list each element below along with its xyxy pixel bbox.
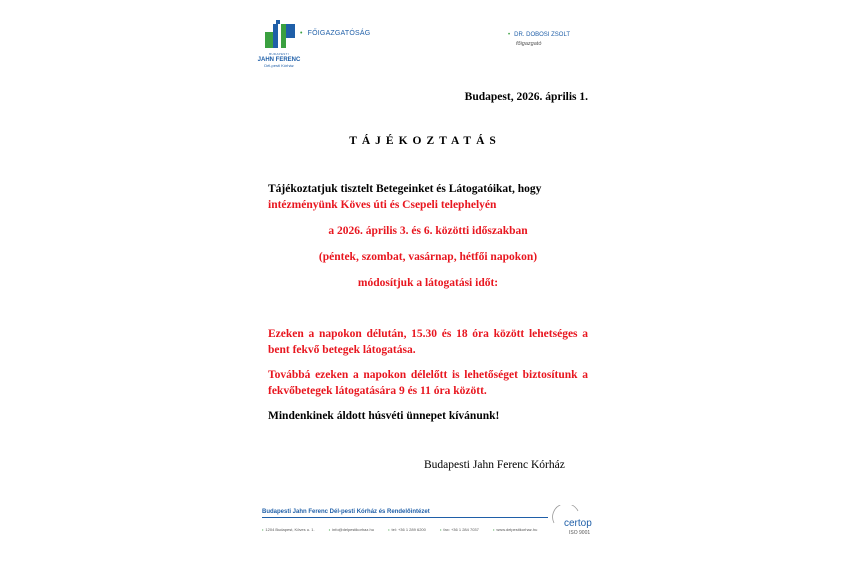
bullet-icon: • <box>508 32 511 38</box>
period-text: a 2026. április 3. és 6. közötti időszakban <box>328 225 528 237</box>
footer-address: • 1204 Budapest, Köves u. 1. <box>262 527 315 532</box>
footer-tel: • tel: +36 1 289 6200 <box>388 527 426 532</box>
logo-small: BUDAPESTI <box>269 52 289 56</box>
director-name: DR. DOBOSI ZSOLT <box>514 32 571 38</box>
footer-institution: Budapesti Jahn Ferenc Dél-pesti Kórház és Rendelőintézet <box>262 509 430 515</box>
director-block <box>508 31 570 49</box>
logo-wordmark <box>256 53 302 68</box>
change-text: módosítjuk a látogatási időt: <box>357 277 499 289</box>
intro-black-text: Tájékoztatjuk tisztelt Betegeinket és Látogatóikat, hogy <box>268 183 542 195</box>
greeting-text: Mindenkinek áldott húsvéti ünnepet kívánunk! <box>268 410 500 422</box>
footer-contacts <box>262 527 550 532</box>
days-text: (péntek, szombat, vasárnap, hétfői napokon) <box>318 251 538 263</box>
footer-fax: • fax: +36 1 284 7037 <box>440 527 479 532</box>
logo-sub: Dél-pesti Kórház <box>264 63 294 68</box>
intro-paragraph <box>268 181 588 213</box>
department-label <box>300 30 370 37</box>
certop-iso: ISO 9001 <box>569 530 591 536</box>
bullet-icon: • <box>300 30 303 37</box>
logo-name: JAHN FERENC <box>257 57 301 63</box>
footer-email[interactable]: • info@delpestikorhaz.hu <box>328 527 374 532</box>
morning-paragraph: Továbbá ezeken a napokon délelőtt is lehetőséget biztosítunk a fekvőbetegek látogatására 9 és 11 óra között. <box>268 369 588 397</box>
department-text: FŐIGAZGATÓSÁG <box>307 30 371 37</box>
footer-divider <box>262 517 548 518</box>
intro-red-text: intézményünk Köves úti és Csepeli telephelyén <box>268 199 497 211</box>
director-role: főigazgató <box>516 41 542 47</box>
signature: Budapesti Jahn Ferenc Kórház <box>424 459 565 471</box>
document-title: TÁJÉKOZTATÁS <box>349 135 501 147</box>
certop-brand: certop <box>564 518 592 529</box>
document-date: Budapest, 2026. április 1. <box>464 91 588 103</box>
certop-iso-logo-icon <box>548 505 598 537</box>
footer-web[interactable]: • www.delpestikorhaz.hu <box>493 527 538 532</box>
afternoon-paragraph: Ezeken a napokon délután, 15.30 és 18 óra között lehetséges a bent fekvő betegek látogatása. <box>268 328 588 356</box>
